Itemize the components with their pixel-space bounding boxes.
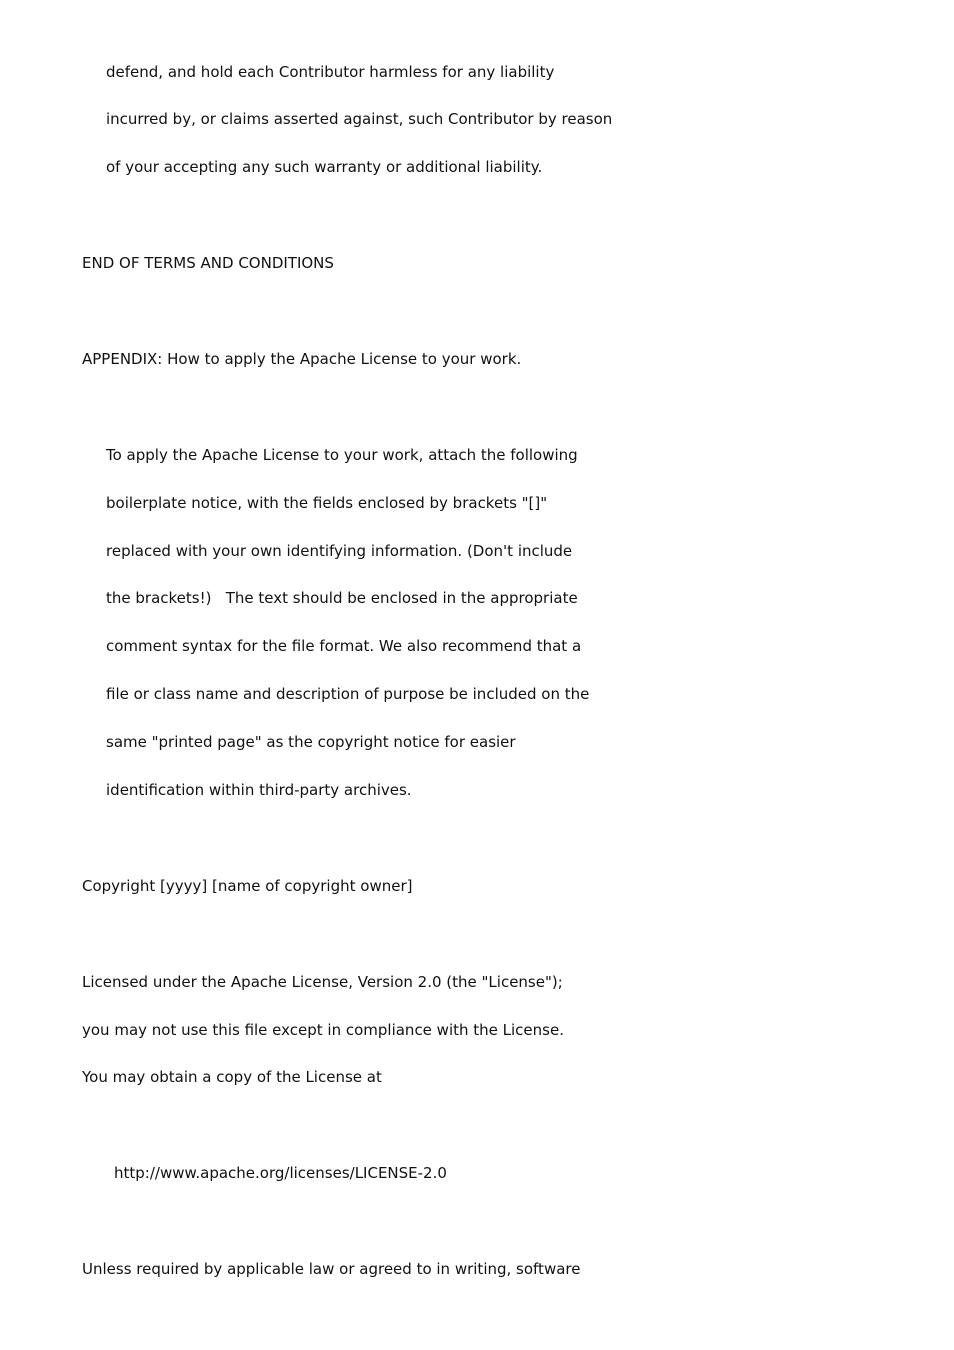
text-line: To apply the Apache License to your work, attach the following <box>106 446 578 464</box>
text-line: identification within third-party archives. <box>106 781 412 799</box>
section-heading: END OF TERMS AND CONDITIONS <box>82 254 334 272</box>
text-line: you may not use this file except in compliance with the License. <box>82 1021 564 1039</box>
text-line: file or class name and description of purpose be included on the <box>106 685 590 703</box>
text-line: of your accepting any such warranty or additional liability. <box>106 158 543 176</box>
text-line: Licensed under the Apache License, Version 2.0 (the "License"); <box>82 973 563 991</box>
text-line: comment syntax for the file format. We also recommend that a <box>106 637 582 655</box>
text-line: You may obtain a copy of the License at <box>82 1068 382 1086</box>
appendix-heading: APPENDIX: How to apply the Apache License to your work. <box>82 350 522 368</box>
text-line: incurred by, or claims asserted against, such Contributor by reason <box>106 110 613 128</box>
text-line: replaced with your own identifying information. (Don't include <box>106 542 573 560</box>
text-line: Unless required by applicable law or agreed to in writing, software <box>82 1260 581 1278</box>
text-line: same "printed page" as the copyright notice for easier <box>106 733 516 751</box>
license-url: http://www.apache.org/licenses/LICENSE-2.0 <box>114 1164 447 1182</box>
text-line: defend, and hold each Contributor harmless for any liability <box>106 63 555 81</box>
copyright-line: Copyright [yyyy] [name of copyright owner] <box>82 877 413 895</box>
text-line: the brackets!) The text should be enclosed in the appropriate <box>106 589 578 607</box>
text-line: boilerplate notice, with the fields enclosed by brackets "[]" <box>106 494 548 512</box>
